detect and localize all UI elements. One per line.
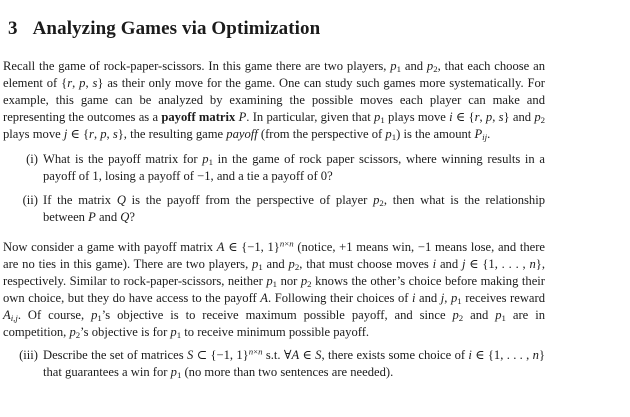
main-paragraph: Now consider a game with payoff matrix A ∈ {−1, 1}$^{n\times n}$ (notice, +1 means win, −1 means lose, and there are no ties in this game). There are two players, $p_1$ and $p_2$, that must choose moves i and j ∈ {1, . . . , n}, respectively. Similar to rock-paper-scissors, neither $p_1$ nor $p_2$ knows the other’s choice before making their own choice, but they do have access to the payoff A. Following their choices of i and j, $p_1$ receives reward $A_{i,j}$. Of course, $p_1’s$ objective is to receive maximum possible payoff, and since $p_2$ and $p_1$ are in competition, $p_2’s$ objective is for $p_1$ to receive minimum possible payoff.	[3, 238, 546, 341]
question-item-iii	[3, 347, 545, 381]
section-title: Analyzing Games via Optimization	[32, 18, 321, 39]
item-label-i: (i)	[26, 152, 38, 166]
item-text-i: What is the payoff matrix for $p_1$ in the game of rock paper scissors, where winning results in a payoff of 1, losing a payoff of −1, and a tie a payoff of 0?	[43, 152, 545, 183]
question-item-i	[3, 151, 545, 185]
item-text-iii: Describe the set of matrices S ⊂ {−1, 1}$^{n\times n}$ s.t. ∀A ∈ S, there exists some choice of i ∈ {1, . . . , n} that guarantees a win for $p_1$ (no more than two sentences are needed).	[43, 346, 545, 381]
item-label-iii: (iii)	[19, 348, 38, 362]
section-number: 3	[8, 18, 18, 39]
section-heading	[3, 17, 545, 40]
intro-paragraph: Recall the game of rock-paper-scissors. In this game there are two players, $p_1$ and $p_2$, that each choose an element of {r, p, s} as their only move for the game. One can study such games more systematically. For example, this game can be analyzed by examining the possible moves each player can make and representing the outcomes as a payoff matrix P. In particular, given that $p_1$ plays move i ∈ {r, p, s} and $p_2$ plays move j ∈ {r, p, s}, the resulting game payoff (from the perspective of $p_1$) is the amount $P_{ij}$.	[3, 59, 546, 143]
question-item-ii	[3, 192, 545, 226]
item-label-ii: (ii)	[22, 193, 38, 207]
item-text-ii: If the matrix Q is the payoff from the perspective of player $p_2$, then what is the relationship between P and Q?	[43, 193, 546, 224]
